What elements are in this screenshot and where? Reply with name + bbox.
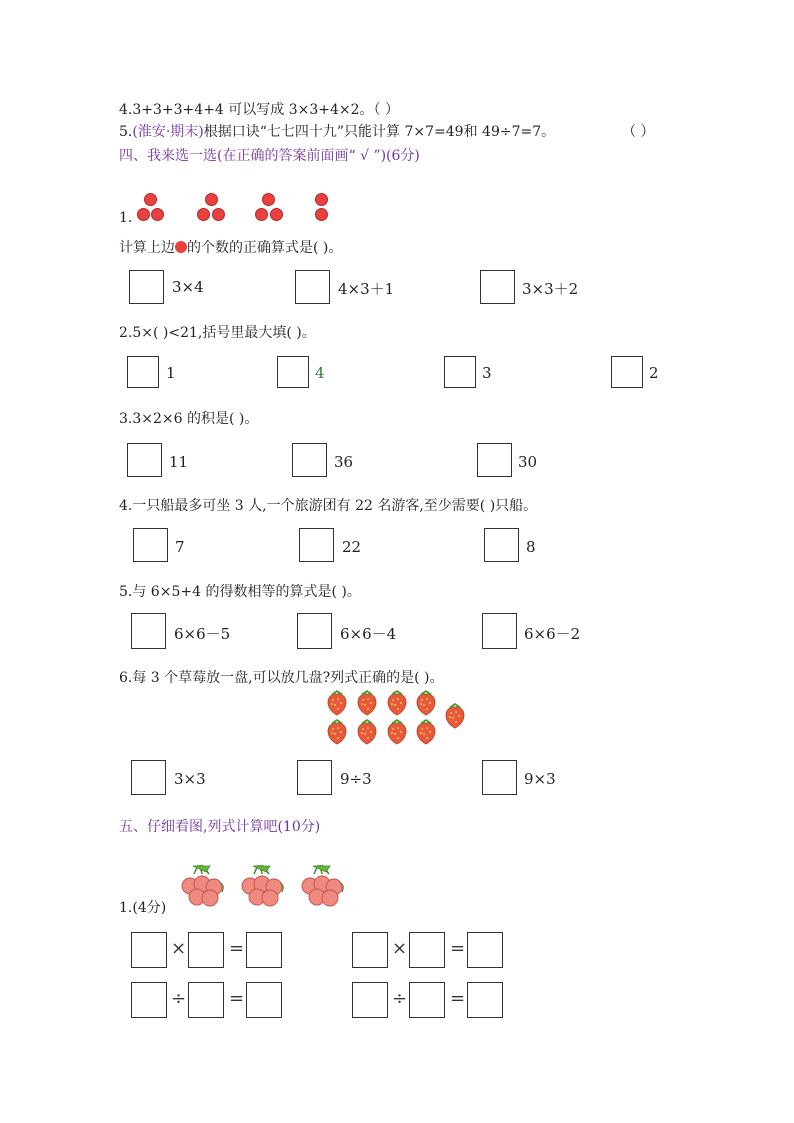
answer-box[interactable] bbox=[246, 982, 282, 1018]
q3-option-a: 11 bbox=[169, 453, 189, 471]
q2-option-c: 3 bbox=[482, 364, 492, 382]
answer-box[interactable] bbox=[409, 982, 445, 1018]
answer-box[interactable] bbox=[352, 982, 388, 1018]
q1-text-after: 的个数的正确算式是( )。 bbox=[187, 240, 343, 256]
q2-option-a-checkbox[interactable] bbox=[127, 356, 159, 388]
divide-sign: ÷ bbox=[171, 988, 187, 1009]
strawberry bbox=[358, 719, 376, 744]
q3-option-c: 30 bbox=[518, 453, 538, 471]
red-dot bbox=[315, 208, 328, 221]
divide-sign: ÷ bbox=[392, 988, 408, 1009]
strawberry bbox=[358, 690, 376, 715]
red-dot bbox=[315, 193, 328, 206]
answer-box[interactable] bbox=[352, 932, 388, 968]
red-dot bbox=[262, 193, 275, 206]
q1-number: 1. bbox=[119, 210, 133, 226]
q6-option-c: 9×3 bbox=[524, 770, 556, 788]
cherry-bunch bbox=[182, 865, 223, 906]
judge-q5-paren: （ ） bbox=[622, 124, 655, 140]
q5-option-c: 6×6－2 bbox=[524, 625, 581, 643]
answer-box[interactable] bbox=[131, 932, 167, 968]
equals-sign: = bbox=[450, 938, 466, 959]
q4-option-a: 7 bbox=[175, 538, 185, 556]
answer-box[interactable] bbox=[246, 932, 282, 968]
answer-box[interactable] bbox=[188, 982, 224, 1018]
red-dot-icon bbox=[175, 241, 187, 253]
q4-option-b: 22 bbox=[342, 538, 362, 556]
equals-sign: = bbox=[450, 988, 466, 1009]
q5-question: 5.与 6×5+4 的得数相等的算式是( )。 bbox=[119, 584, 361, 600]
q4-question: 4.一只船最多可坐 3 人,一个旅游团有 22 名游客,至少需要( )只船。 bbox=[119, 498, 538, 514]
q3-question: 3.3×2×6 的积是( )。 bbox=[119, 411, 259, 427]
q1-option-c-checkbox[interactable] bbox=[480, 270, 515, 304]
q6-option-a: 3×3 bbox=[174, 770, 206, 788]
section5-title: 五、仔细看图,列式计算吧(10分) bbox=[119, 819, 321, 835]
strawberry bbox=[417, 690, 435, 715]
red-dot bbox=[205, 193, 218, 206]
q5-option-c-checkbox[interactable] bbox=[482, 613, 517, 649]
answer-box[interactable] bbox=[409, 932, 445, 968]
cherry-bunch bbox=[242, 865, 283, 906]
judge-q4: 4.3+3+3+4+4 可以写成 3×3+4×2。（ ） bbox=[119, 102, 399, 118]
q1-option-a: 3×4 bbox=[172, 278, 204, 296]
answer-box[interactable] bbox=[467, 982, 503, 1018]
q6-option-b: 9÷3 bbox=[340, 770, 372, 788]
q5-option-b-checkbox[interactable] bbox=[297, 613, 332, 649]
q2-option-d: 2 bbox=[649, 364, 659, 382]
strawberry bbox=[328, 719, 346, 744]
q3-option-a-checkbox[interactable] bbox=[127, 443, 162, 477]
q4-option-a-checkbox[interactable] bbox=[133, 528, 168, 562]
red-dot bbox=[270, 208, 283, 221]
judge-q5-num: 5. bbox=[119, 124, 133, 140]
strawberries-figure bbox=[320, 686, 470, 748]
judge-q5-text: 根据口诀“七七四十九”只能计算 7×7=49和 49÷7=7。 bbox=[203, 124, 556, 140]
strawberry bbox=[388, 719, 406, 744]
multiply-sign: × bbox=[171, 938, 187, 959]
q2-option-d-checkbox[interactable] bbox=[611, 356, 643, 388]
q4-option-c-checkbox[interactable] bbox=[484, 528, 519, 562]
q2-option-b: 4 bbox=[315, 364, 325, 382]
cherry-bunch bbox=[302, 865, 343, 906]
q4-option-c: 8 bbox=[526, 538, 536, 556]
q2-option-a: 1 bbox=[166, 364, 176, 382]
strawberry bbox=[388, 690, 406, 715]
q6-question: 6.每 3 个草莓放一盘,可以放几盘?列式正确的是( )。 bbox=[119, 670, 444, 686]
answer-box[interactable] bbox=[188, 932, 224, 968]
q5-option-a: 6×6－5 bbox=[174, 625, 231, 643]
q3-option-b-checkbox[interactable] bbox=[292, 443, 327, 477]
red-dot bbox=[151, 208, 164, 221]
q2-option-c-checkbox[interactable] bbox=[444, 356, 476, 388]
red-dot bbox=[212, 208, 225, 221]
red-dot bbox=[144, 193, 157, 206]
q1-option-c: 3×3＋2 bbox=[522, 280, 579, 298]
equals-sign: = bbox=[229, 938, 245, 959]
strawberry bbox=[446, 703, 464, 728]
multiply-sign: × bbox=[392, 938, 408, 959]
answer-box[interactable] bbox=[467, 932, 503, 968]
red-dot bbox=[197, 208, 210, 221]
section4-title: 四、我来选一选(在正确的答案前面画“ √ ”)(6分) bbox=[119, 148, 420, 164]
q6-option-b-checkbox[interactable] bbox=[297, 760, 332, 795]
q6-option-a-checkbox[interactable] bbox=[131, 760, 166, 795]
s5-q1-question: 1.(4分) bbox=[119, 900, 167, 916]
judge-q5-source-tag: (淮安·期末) bbox=[132, 124, 204, 140]
q1-option-a-checkbox[interactable] bbox=[129, 270, 164, 304]
judge-q5 bbox=[119, 121, 555, 141]
q5-option-b: 6×6－4 bbox=[340, 625, 397, 643]
q1-option-b-checkbox[interactable] bbox=[295, 270, 330, 304]
strawberry bbox=[417, 719, 435, 744]
q2-question: 2.5×( )<21,括号里最大填( )。 bbox=[119, 325, 316, 341]
q4-option-b-checkbox[interactable] bbox=[299, 528, 334, 562]
red-dot bbox=[137, 208, 150, 221]
cherries-figure bbox=[178, 860, 358, 914]
q2-option-b-checkbox[interactable] bbox=[277, 356, 309, 388]
q5-option-a-checkbox[interactable] bbox=[131, 613, 166, 649]
q3-option-c-checkbox[interactable] bbox=[477, 443, 512, 477]
answer-box[interactable] bbox=[131, 982, 167, 1018]
strawberry bbox=[328, 690, 346, 715]
q6-option-c-checkbox[interactable] bbox=[482, 760, 517, 795]
q1-text-before: 计算上边 bbox=[119, 240, 175, 256]
equals-sign: = bbox=[229, 988, 245, 1009]
q1-option-b: 4×3＋1 bbox=[338, 280, 395, 298]
q1-question bbox=[119, 237, 342, 257]
q3-option-b: 36 bbox=[334, 453, 354, 471]
red-dot bbox=[255, 208, 268, 221]
